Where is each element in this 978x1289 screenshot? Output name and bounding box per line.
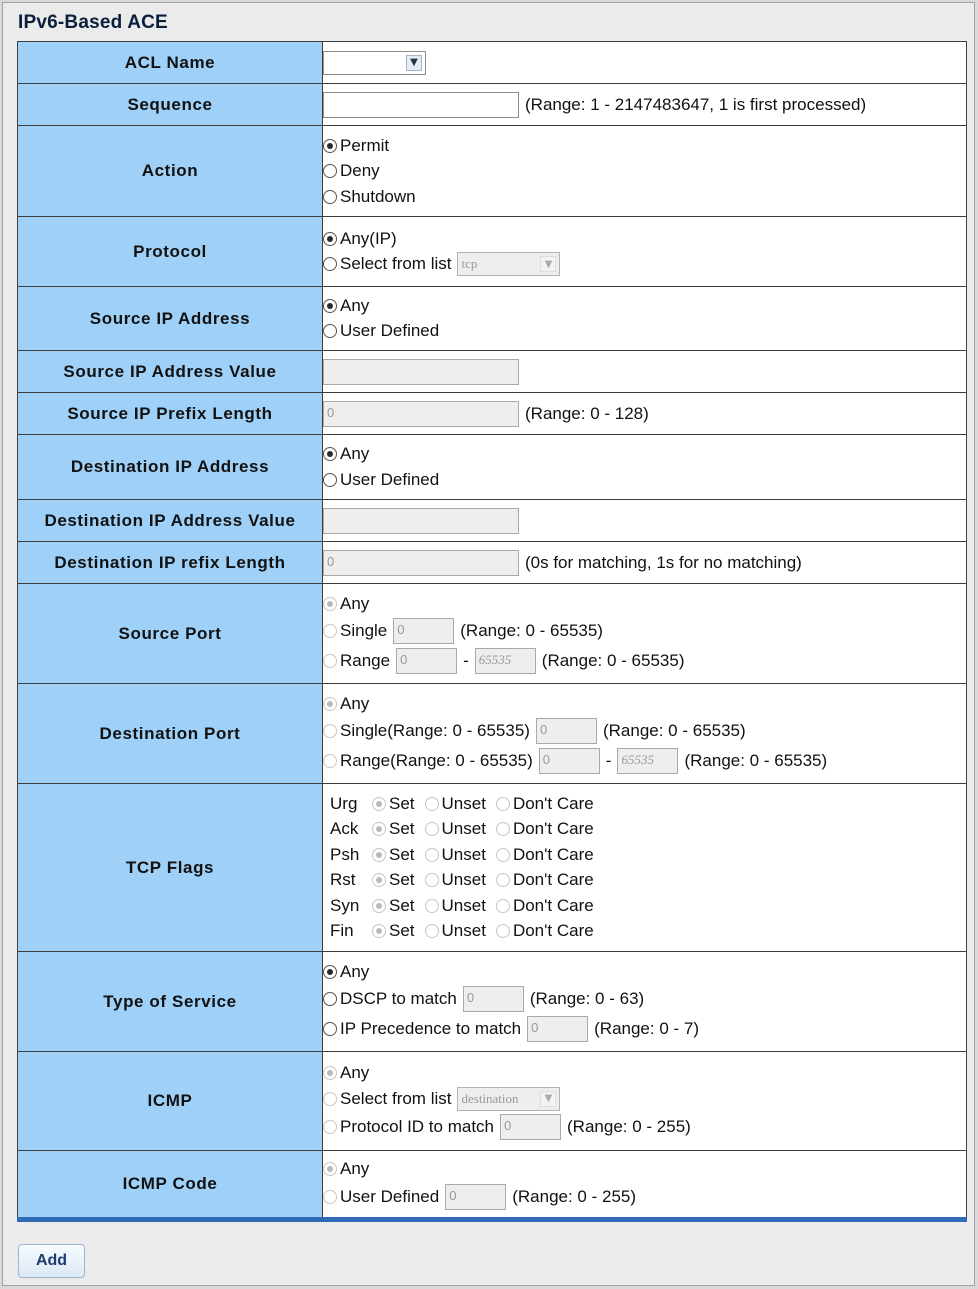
radio-icon[interactable]: [323, 624, 337, 638]
radio-icon[interactable]: [323, 597, 337, 611]
protocol-list-select[interactable]: tcp ▼: [457, 252, 560, 276]
radio-icon[interactable]: [372, 848, 386, 862]
icmp-select-from-list[interactable]: Select from list destination ▼: [323, 1086, 966, 1112]
acl-name-select[interactable]: [323, 51, 426, 75]
radio-icon[interactable]: [425, 822, 439, 836]
icmp-code-any[interactable]: Any: [323, 1156, 966, 1182]
add-button[interactable]: Add: [18, 1244, 85, 1278]
ace-panel: [2, 2, 975, 1286]
radio-icon[interactable]: [372, 899, 386, 913]
destination-ip-any[interactable]: Any: [323, 442, 966, 468]
destination-port-any[interactable]: Any: [323, 691, 966, 717]
radio-icon[interactable]: [323, 232, 337, 246]
source-port-range-to[interactable]: 65535: [475, 648, 536, 674]
radio-icon[interactable]: [323, 299, 337, 313]
source-port-label: Source Port: [18, 584, 323, 684]
tcp-flags-label: TCP Flags: [18, 784, 323, 952]
destination-prefix-input[interactable]: 0: [323, 550, 519, 576]
page-title: IPv6-Based ACE: [18, 12, 168, 33]
sequence-label: Sequence: [18, 84, 323, 126]
source-port-single-input[interactable]: 0: [393, 618, 454, 644]
radio-icon[interactable]: [323, 1066, 337, 1080]
row-source-port: [18, 584, 967, 684]
destination-ip-user-defined[interactable]: User Defined: [323, 467, 966, 493]
tcp-flag-row: Fin Set Unset Don't Care: [330, 921, 594, 941]
icmp-protocol-id-input[interactable]: 0: [500, 1114, 561, 1140]
action-deny[interactable]: Deny: [323, 158, 966, 184]
row-source-prefix: [18, 393, 967, 435]
source-prefix-input[interactable]: 0: [323, 401, 519, 427]
destination-ip-value-label: Destination IP Address Value: [18, 500, 323, 542]
tos-dscp[interactable]: DSCP to match 0 (Range: 0 - 63): [323, 984, 966, 1014]
tos-dscp-input[interactable]: 0: [463, 986, 524, 1012]
radio-icon[interactable]: [323, 754, 337, 768]
sequence-hint: (Range: 1 - 2147483647, 1 is first processed): [525, 94, 867, 114]
protocol-select-from-list[interactable]: Select from list tcp ▼: [323, 252, 966, 278]
destination-ip-label: Destination IP Address: [18, 435, 323, 500]
destination-prefix-hint: (0s for matching, 1s for no matching): [525, 552, 802, 572]
row-destination-prefix: [18, 542, 967, 584]
row-icmp-code: [18, 1151, 967, 1220]
source-port-any[interactable]: Any: [323, 591, 966, 617]
icmp-code-input[interactable]: 0: [445, 1184, 506, 1210]
tcp-flag-row: Psh Set Unset Don't Care: [330, 844, 594, 864]
radio-icon[interactable]: [323, 724, 337, 738]
row-tcp-flags: [18, 784, 967, 952]
destination-port-range-to[interactable]: 65535: [617, 748, 678, 774]
destination-prefix-label: Destination IP refix Length: [18, 542, 323, 584]
radio-icon[interactable]: [323, 992, 337, 1006]
row-source-ip: [18, 287, 967, 351]
tcp-flag-row: Syn Set Unset Don't Care: [330, 895, 594, 915]
source-port-range-from[interactable]: 0: [396, 648, 457, 674]
radio-icon[interactable]: [372, 797, 386, 811]
radio-icon[interactable]: [425, 873, 439, 887]
radio-icon[interactable]: [323, 473, 337, 487]
source-port-range[interactable]: Range 0 - 65535 (Range: 0 - 65535): [323, 646, 966, 676]
tcp-flag-row: Urg Set Unset Don't Care: [330, 793, 594, 813]
icmp-protocol-id[interactable]: Protocol ID to match 0 (Range: 0 - 255): [323, 1112, 966, 1142]
tcp-flag-row: Ack Set Unset Don't Care: [330, 819, 594, 839]
destination-port-label: Destination Port: [18, 684, 323, 784]
icmp-code-user-defined[interactable]: User Defined 0 (Range: 0 - 255): [323, 1182, 966, 1212]
row-destination-ip-value: [18, 500, 967, 542]
radio-icon[interactable]: [372, 924, 386, 938]
source-prefix-hint: (Range: 0 - 128): [525, 403, 649, 423]
radio-icon[interactable]: [372, 873, 386, 887]
source-ip-value-label: Source IP Address Value: [18, 351, 323, 393]
radio-icon[interactable]: [323, 1190, 337, 1204]
radio-icon[interactable]: [323, 1120, 337, 1134]
radio-icon[interactable]: [323, 257, 337, 271]
destination-ip-value-input[interactable]: [323, 508, 519, 534]
radio-icon[interactable]: [496, 822, 510, 836]
destination-port-range-from[interactable]: 0: [539, 748, 600, 774]
row-action: [18, 126, 967, 217]
radio-icon[interactable]: [496, 924, 510, 938]
source-ip-value-input[interactable]: [323, 359, 519, 385]
radio-icon[interactable]: [323, 324, 337, 338]
radio-icon[interactable]: [323, 654, 337, 668]
action-shutdown[interactable]: Shutdown: [323, 184, 966, 210]
radio-icon[interactable]: [496, 899, 510, 913]
radio-icon[interactable]: [323, 190, 337, 204]
source-port-single[interactable]: Single 0 (Range: 0 - 65535): [323, 616, 966, 646]
radio-icon[interactable]: [323, 164, 337, 178]
action-label: Action: [18, 126, 323, 217]
radio-icon[interactable]: [425, 797, 439, 811]
radio-icon[interactable]: [323, 1162, 337, 1176]
destination-port-single[interactable]: Single(Range: 0 - 65535) 0 (Range: 0 - 65535): [323, 716, 966, 746]
radio-icon[interactable]: [323, 1022, 337, 1036]
radio-icon[interactable]: [425, 848, 439, 862]
tos-precedence-input[interactable]: 0: [527, 1016, 588, 1042]
icmp-label: ICMP: [18, 1052, 323, 1151]
radio-icon[interactable]: [425, 899, 439, 913]
radio-icon[interactable]: [425, 924, 439, 938]
icmp-list-select[interactable]: destination ▼: [457, 1087, 560, 1111]
radio-icon[interactable]: [323, 139, 337, 153]
sequence-input[interactable]: [323, 92, 519, 118]
destination-port-range[interactable]: Range(Range: 0 - 65535) 0 - 65535 (Range: 0 - 65535): [323, 746, 966, 776]
radio-icon[interactable]: [496, 797, 510, 811]
row-source-ip-value: [18, 351, 967, 393]
acl-name-label: ACL Name: [18, 42, 323, 84]
chevron-down-icon: ▼: [406, 55, 422, 71]
ace-form-table: [17, 41, 967, 1222]
row-sequence: [18, 84, 967, 126]
row-destination-port: [18, 684, 967, 784]
radio-icon[interactable]: [372, 822, 386, 836]
action-permit[interactable]: Permit: [323, 133, 966, 159]
icmp-any[interactable]: Any: [323, 1061, 966, 1087]
tos-any[interactable]: Any: [323, 959, 966, 985]
source-ip-any[interactable]: Any: [323, 293, 966, 319]
row-acl-name: [18, 42, 967, 84]
radio-icon[interactable]: [323, 1092, 337, 1106]
source-ip-label: Source IP Address: [18, 287, 323, 351]
row-icmp: [18, 1052, 967, 1151]
tos-ip-precedence[interactable]: IP Precedence to match 0 (Range: 0 - 7): [323, 1014, 966, 1044]
radio-icon[interactable]: [323, 965, 337, 979]
protocol-any[interactable]: Any(IP): [323, 226, 966, 252]
source-prefix-label: Source IP Prefix Length: [18, 393, 323, 435]
icmp-code-label: ICMP Code: [18, 1151, 323, 1220]
radio-icon[interactable]: [323, 697, 337, 711]
chevron-down-icon: ▼: [540, 1091, 556, 1107]
row-type-of-service: [18, 952, 967, 1052]
radio-icon[interactable]: [496, 873, 510, 887]
tcp-flag-row: Rst Set Unset Don't Care: [330, 870, 594, 890]
row-destination-ip: [18, 435, 967, 500]
type-of-service-label: Type of Service: [18, 952, 323, 1052]
radio-icon[interactable]: [496, 848, 510, 862]
chevron-down-icon: ▼: [540, 256, 556, 272]
source-ip-user-defined[interactable]: User Defined: [323, 319, 966, 345]
radio-icon[interactable]: [323, 447, 337, 461]
destination-port-single-input[interactable]: 0: [536, 718, 597, 744]
protocol-label: Protocol: [18, 217, 323, 287]
row-protocol: [18, 217, 967, 287]
